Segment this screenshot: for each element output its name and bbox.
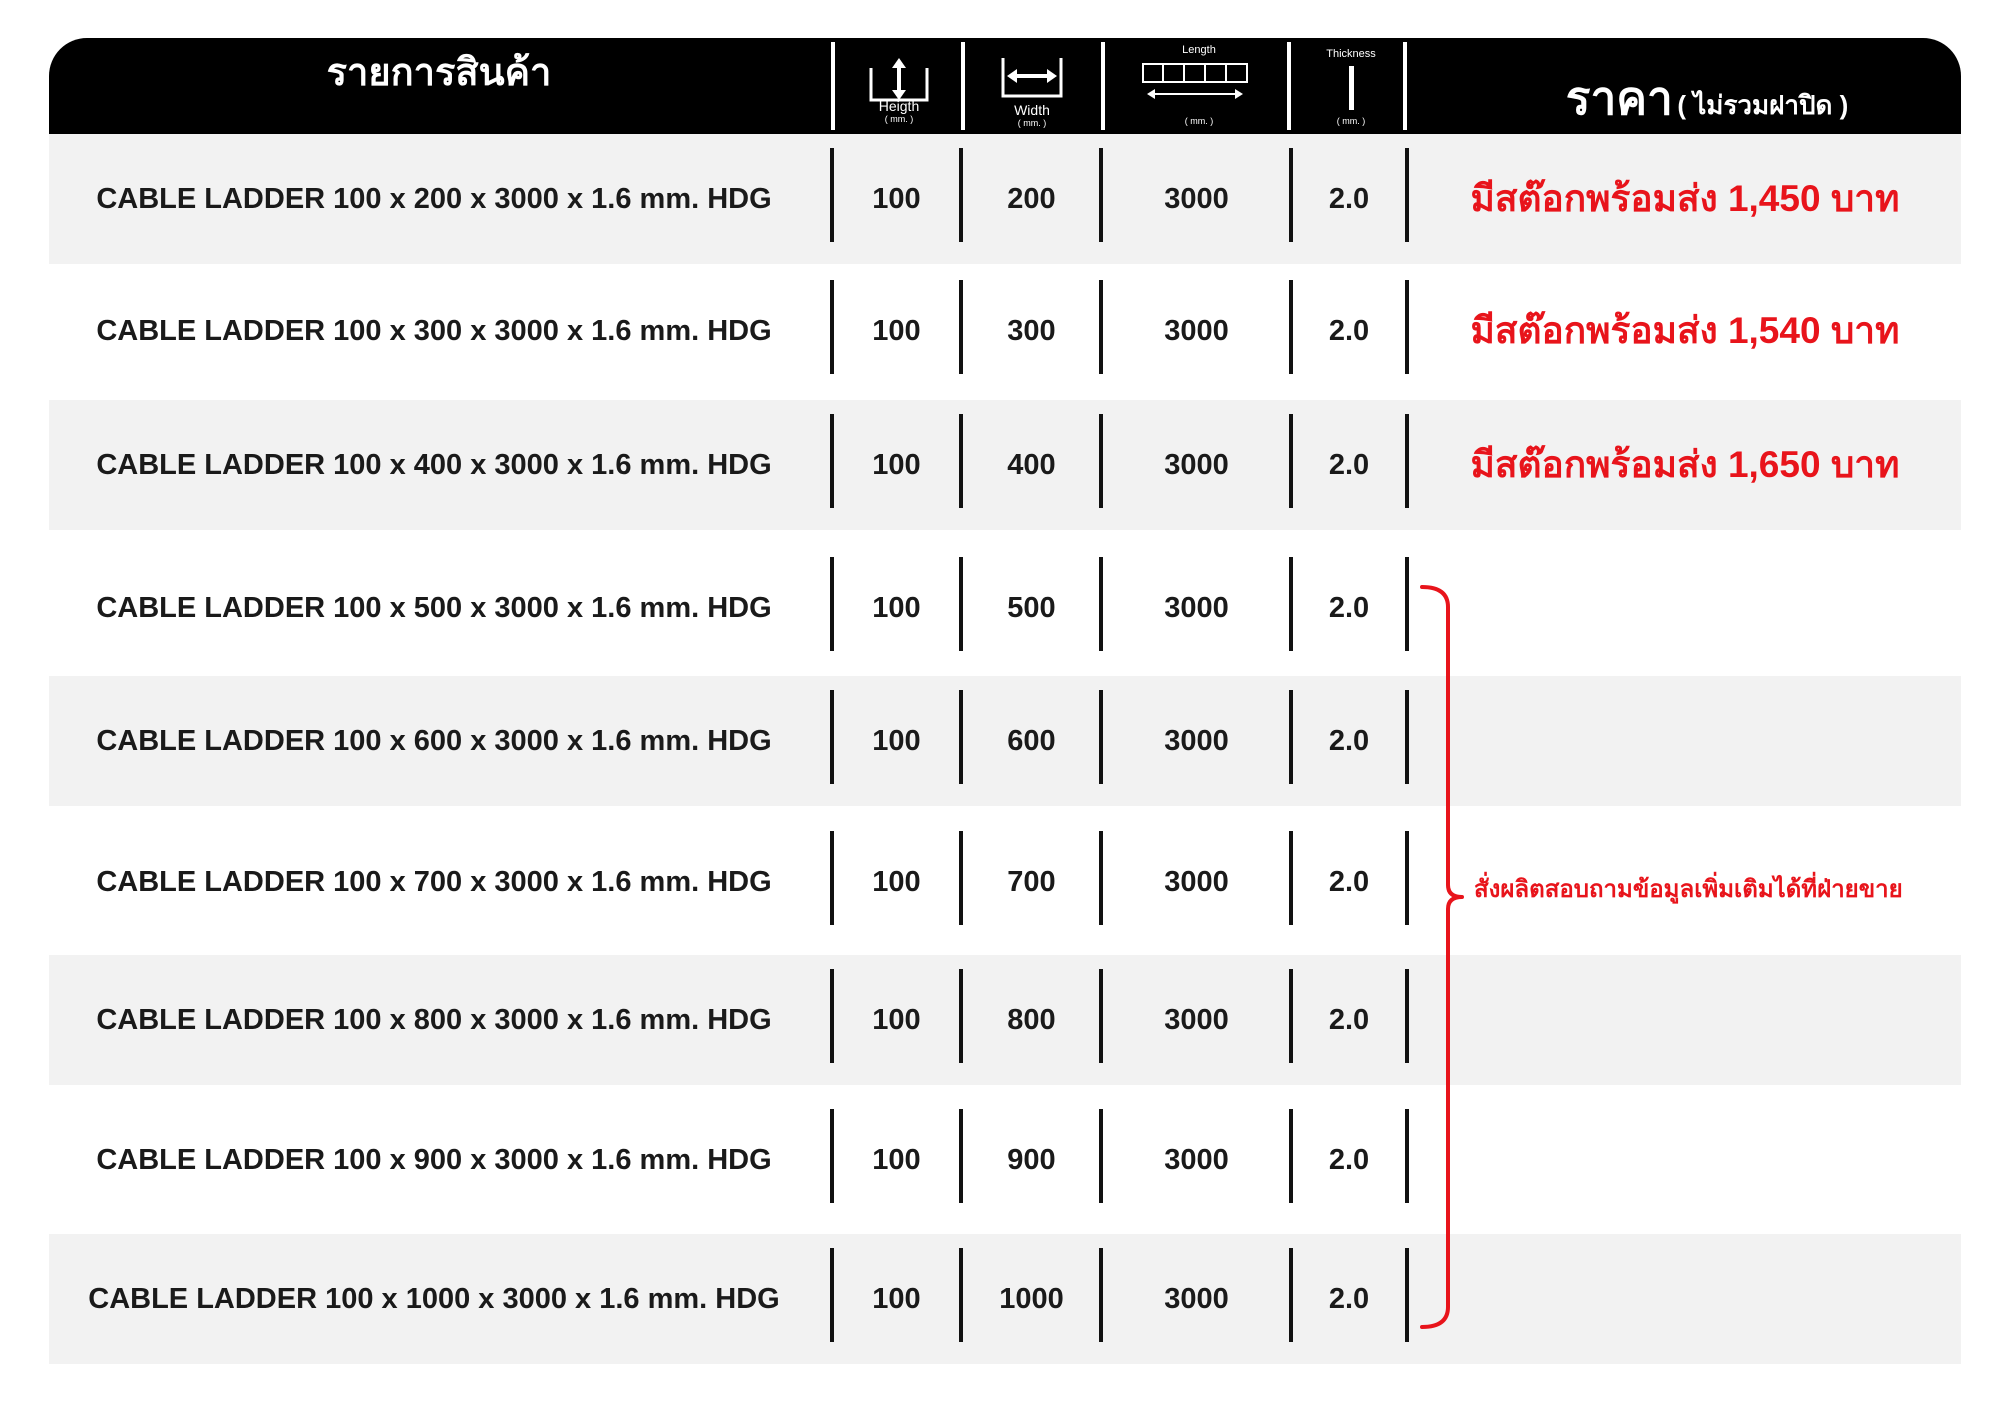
thickness-value: 2.0: [1328, 183, 1370, 215]
width-value: 1000: [999, 1283, 1064, 1315]
length-value: 3000: [1164, 1144, 1229, 1176]
height-value: 100: [872, 449, 921, 481]
table-header: [49, 38, 1961, 134]
column-divider: [1289, 690, 1293, 784]
height-value: 100: [872, 183, 921, 215]
thickness-bar-icon: [1311, 66, 1391, 116]
thickness-value: 2.0: [1328, 449, 1370, 481]
price-title-note: ( ไม่รวมฝาปิด ): [1677, 90, 1849, 120]
column-divider: [1405, 1109, 1409, 1203]
product-name: CABLE LADDER 100 x 700 x 3000 x 1.6 mm. HDG: [96, 866, 772, 898]
thickness-value: 2.0: [1328, 1144, 1370, 1176]
column-divider: [1289, 414, 1293, 508]
height-value: 100: [872, 1004, 921, 1036]
thickness-value: 2.0: [1328, 1004, 1370, 1036]
header-divider: [1101, 42, 1105, 130]
column-divider: [1289, 557, 1293, 651]
column-divider: [959, 1248, 963, 1342]
height-value: 100: [872, 592, 921, 624]
height-column-header: [859, 38, 939, 134]
thickness-column-header: [1311, 38, 1391, 134]
column-divider: [1405, 969, 1409, 1063]
column-divider: [959, 148, 963, 242]
column-divider: [1405, 557, 1409, 651]
product-name: CABLE LADDER 100 x 400 x 3000 x 1.6 mm. HDG: [96, 449, 772, 481]
height-unit: ( mm. ): [884, 114, 914, 124]
made-to-order-note: สั่งผลิตสอบถามข้อมูลเพิ่มเติมได้ที่ฝ่ายขาย: [1474, 876, 1903, 903]
width-value: 800: [1007, 1004, 1056, 1036]
column-divider: [1405, 831, 1409, 925]
column-divider: [959, 969, 963, 1063]
column-divider: [959, 414, 963, 508]
height-value: 100: [872, 1144, 921, 1176]
table-row: [49, 955, 1961, 1085]
width-value: 400: [1007, 449, 1056, 481]
price-column-title: [1457, 62, 1957, 135]
thickness-value: 2.0: [1328, 592, 1370, 624]
column-divider: [1099, 557, 1103, 651]
width-value: 500: [1007, 592, 1056, 624]
header-divider: [831, 42, 835, 130]
length-value: 3000: [1164, 449, 1229, 481]
column-divider: [1289, 1109, 1293, 1203]
width-unit: ( mm. ): [1017, 118, 1047, 128]
product-name: CABLE LADDER 100 x 300 x 3000 x 1.6 mm. HDG: [96, 315, 772, 347]
length-value: 3000: [1164, 183, 1229, 215]
product-column-title: รายการสินค้า: [326, 52, 552, 94]
thickness-unit: ( mm. ): [1336, 116, 1366, 126]
header-divider: [961, 42, 965, 130]
price-value: มีสต๊อกพร้อมส่ง 1,450 บาท: [1470, 178, 1900, 219]
length-unit: ( mm. ): [1184, 116, 1214, 126]
column-divider: [1099, 148, 1103, 242]
column-divider: [1099, 280, 1103, 374]
length-value: 3000: [1164, 1283, 1229, 1315]
length-column-header: [1139, 38, 1259, 134]
column-divider: [959, 690, 963, 784]
header-divider: [1287, 42, 1291, 130]
table-row: [49, 134, 1961, 264]
length-ladder-icon: [1139, 58, 1259, 108]
column-divider: [1289, 1248, 1293, 1342]
height-value: 100: [872, 1283, 921, 1315]
product-name: CABLE LADDER 100 x 900 x 3000 x 1.6 mm. HDG: [96, 1144, 772, 1176]
column-divider: [1289, 148, 1293, 242]
width-value: 200: [1007, 183, 1056, 215]
header-divider: [1403, 42, 1407, 130]
table-row: [49, 676, 1961, 806]
column-divider: [1405, 690, 1409, 784]
price-value: มีสต๊อกพร้อมส่ง 1,540 บาท: [1470, 310, 1900, 351]
product-name: CABLE LADDER 100 x 500 x 3000 x 1.6 mm. HDG: [96, 592, 772, 624]
column-divider: [1099, 1109, 1103, 1203]
product-name: CABLE LADDER 100 x 800 x 3000 x 1.6 mm. HDG: [96, 1004, 772, 1036]
column-divider: [1099, 414, 1103, 508]
length-value: 3000: [1164, 592, 1229, 624]
thickness-value: 2.0: [1328, 866, 1370, 898]
column-divider: [1099, 1248, 1103, 1342]
price-title: ราคา: [1565, 72, 1673, 124]
height-value: 100: [872, 725, 921, 757]
column-divider: [1099, 690, 1103, 784]
column-divider: [1405, 1248, 1409, 1342]
table-row: [49, 400, 1961, 530]
height-value: 100: [872, 315, 921, 347]
width-value: 300: [1007, 315, 1056, 347]
column-divider: [959, 557, 963, 651]
width-column-header: [997, 38, 1067, 134]
column-divider: [1289, 831, 1293, 925]
width-caption: Width: [1014, 102, 1050, 118]
table-row: [49, 543, 1961, 673]
length-value: 3000: [1164, 725, 1229, 757]
length-value: 3000: [1164, 315, 1229, 347]
length-value: 3000: [1164, 866, 1229, 898]
width-value: 700: [1007, 866, 1056, 898]
height-caption: Heigth: [878, 98, 920, 114]
product-name: CABLE LADDER 100 x 1000 x 3000 x 1.6 mm. HDG: [88, 1283, 780, 1315]
length-value: 3000: [1164, 1004, 1229, 1036]
bracket-icon: [1420, 585, 1470, 1335]
thickness-value: 2.0: [1328, 315, 1370, 347]
column-divider: [959, 280, 963, 374]
table-row: [49, 1234, 1961, 1364]
height-value: 100: [872, 866, 921, 898]
column-divider: [1099, 831, 1103, 925]
column-divider: [959, 831, 963, 925]
length-caption: Length: [1182, 44, 1216, 56]
width-value: 900: [1007, 1144, 1056, 1176]
column-divider: [1289, 969, 1293, 1063]
table-row: [49, 266, 1961, 396]
column-divider: [1289, 280, 1293, 374]
product-name: CABLE LADDER 100 x 200 x 3000 x 1.6 mm. HDG: [96, 183, 772, 215]
width-arrow-icon: [997, 50, 1067, 110]
column-divider: [1099, 969, 1103, 1063]
product-name: CABLE LADDER 100 x 600 x 3000 x 1.6 mm. HDG: [96, 725, 772, 757]
table-row: [49, 1095, 1961, 1225]
column-divider: [959, 1109, 963, 1203]
width-value: 600: [1007, 725, 1056, 757]
thickness-value: 2.0: [1328, 1283, 1370, 1315]
thickness-caption: Thickness: [1326, 48, 1376, 60]
thickness-value: 2.0: [1328, 725, 1370, 757]
price-value: มีสต๊อกพร้อมส่ง 1,650 บาท: [1470, 444, 1900, 485]
